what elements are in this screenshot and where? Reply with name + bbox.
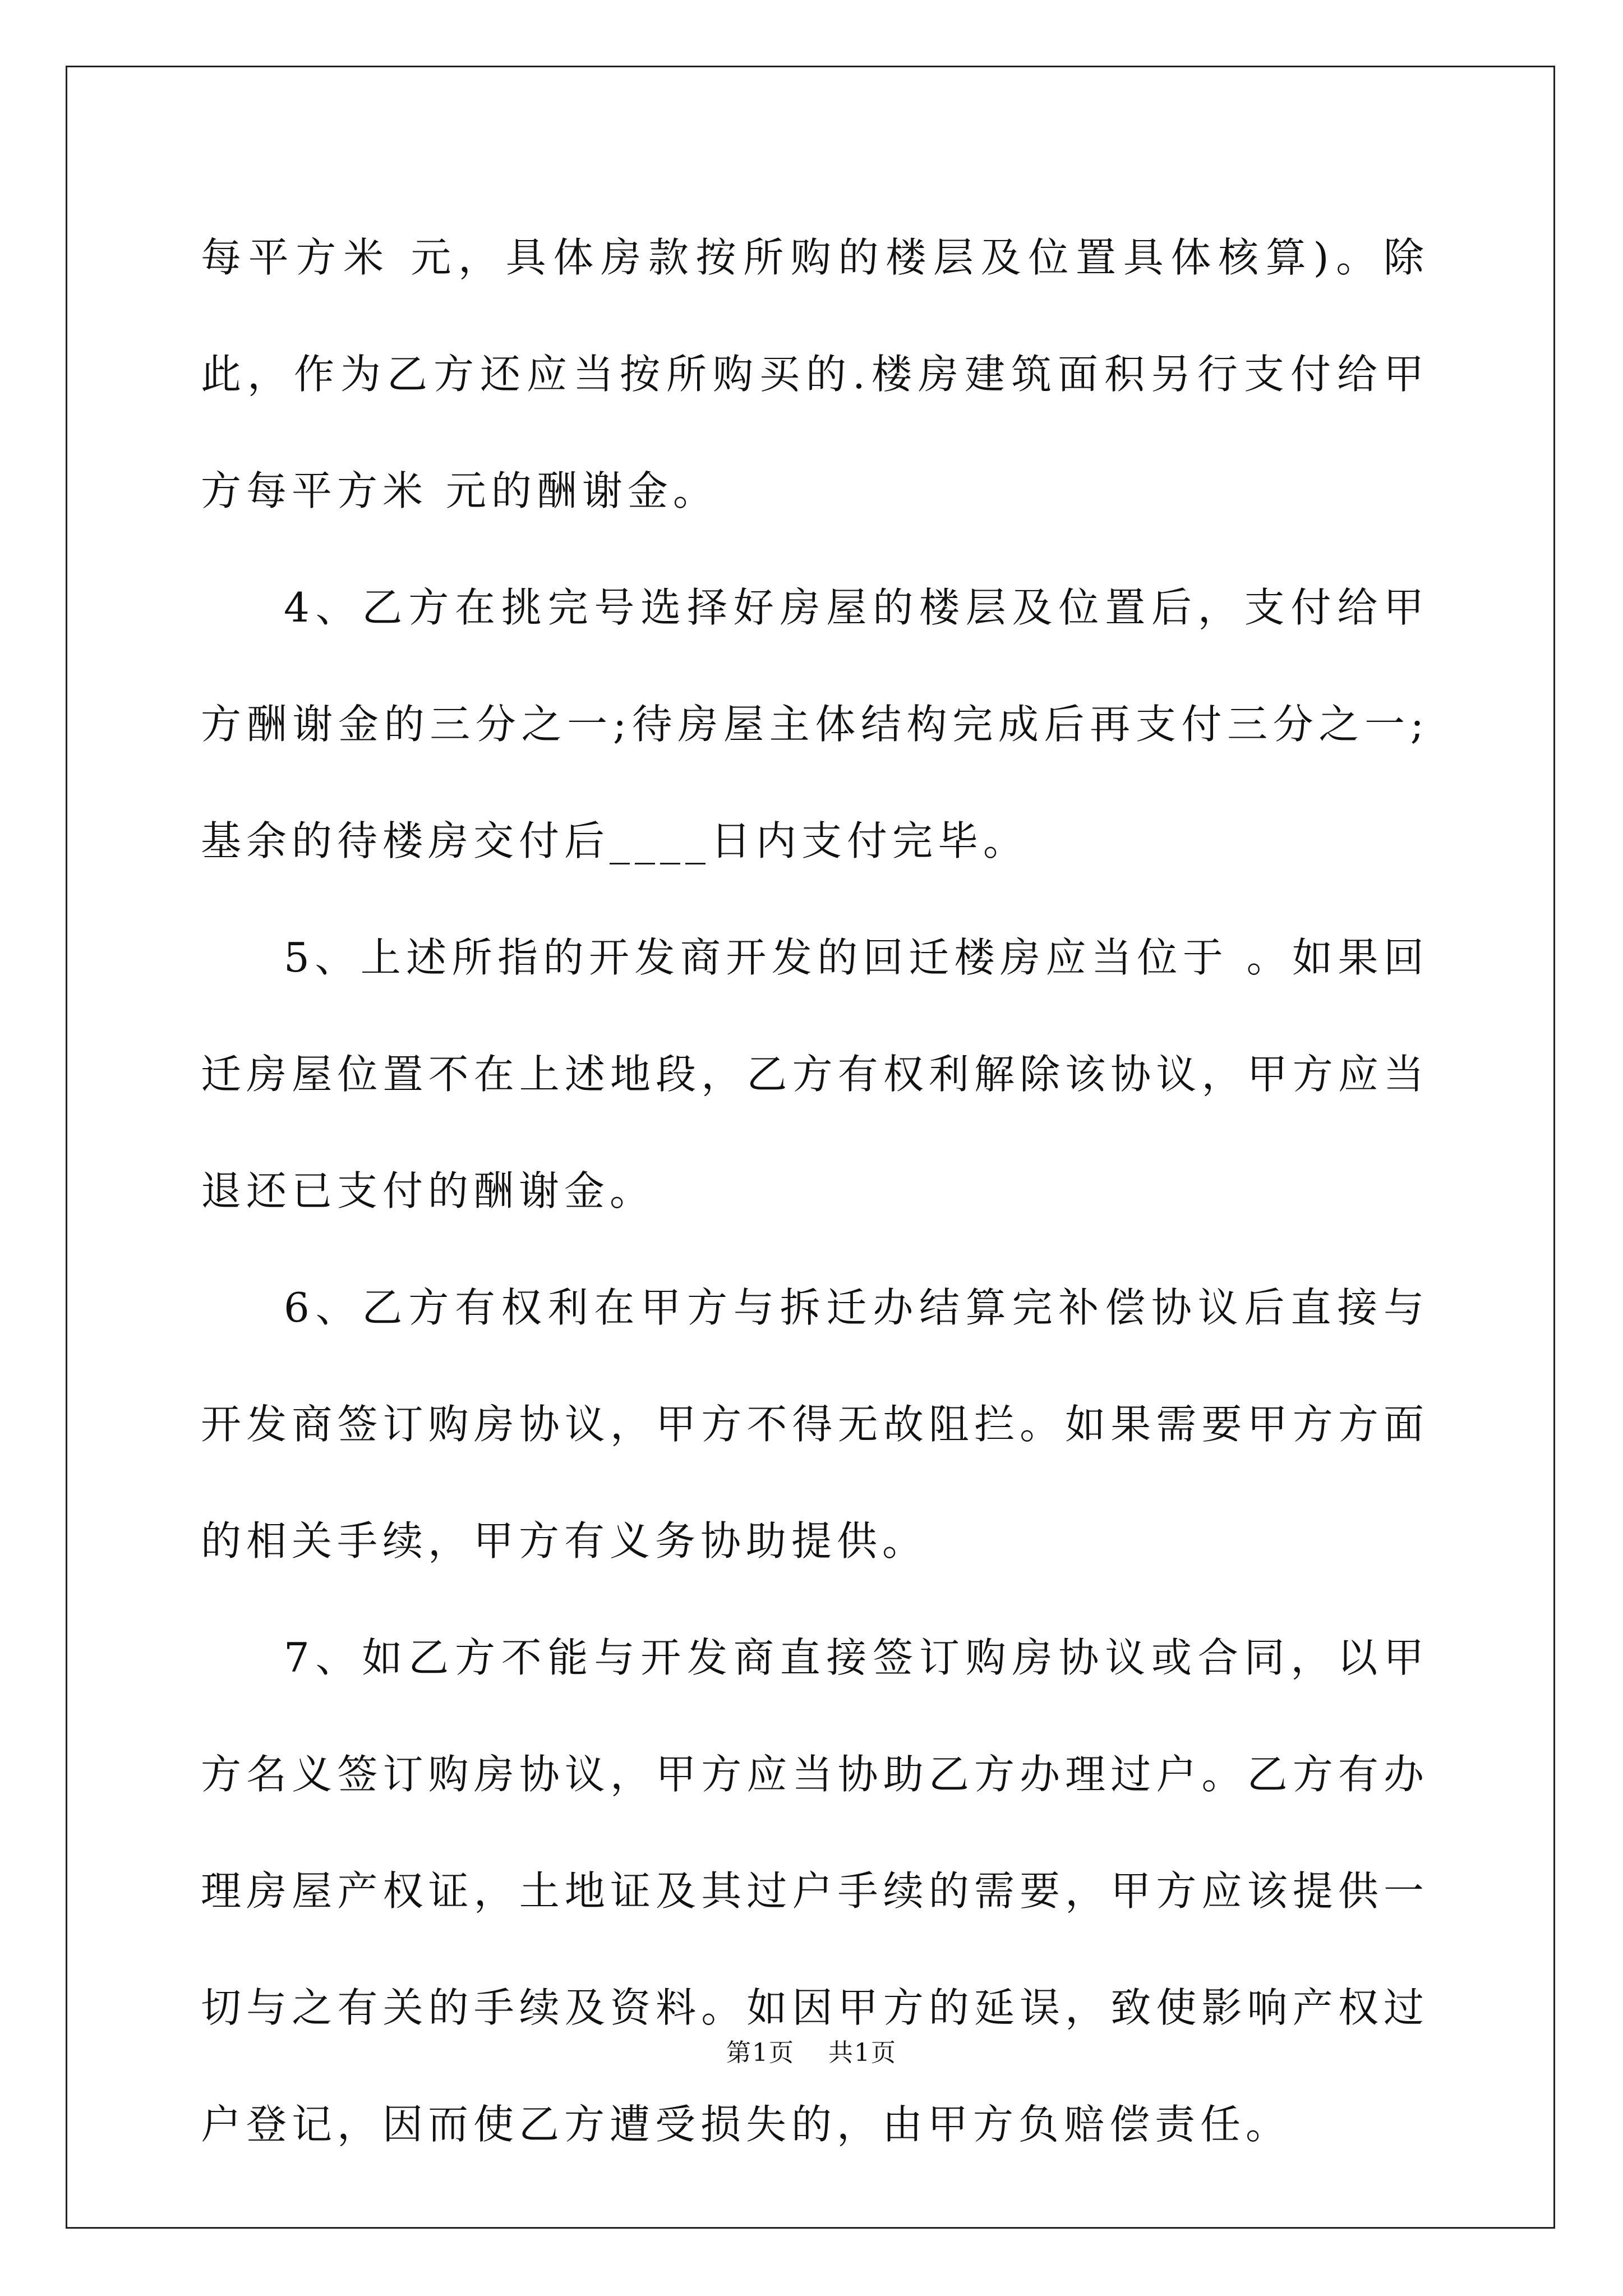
paragraph-3: 5、上述所指的开发商开发的回迁楼房应当位于 。如果回迁房屋位置不在上述地段，乙方有权利解除该协议，甲方应当退还已支付的酬谢金。	[201, 934, 1429, 1214]
page-footer	[0, 2036, 1623, 2070]
paragraph-2: 4、乙方在挑完号选择好房屋的楼层及位置后，支付给甲方酬谢金的三分之一;待房屋主体结构完成后再支付三分之一;基余的待楼房交付后____日内支付完毕。	[201, 584, 1429, 864]
page-number: 第1页	[726, 2039, 795, 2067]
paragraph-1: 每平方米 元，具体房款按所购的楼层及位置具体核算)。除此，作为乙方还应当按所购买的.楼房建筑面积另行支付给甲方每平方米 元的酬谢金。	[201, 234, 1429, 514]
page-total: 共1页	[828, 2039, 897, 2067]
paragraph-4: 6、乙方有权利在甲方与拆迁办结算完补偿协议后直接与开发商签订购房协议，甲方不得无故阻拦。如果需要甲方方面的相关手续，甲方有义务协助提供。	[201, 1284, 1429, 1565]
document-body	[201, 199, 1429, 2183]
paragraph-5: 7、如乙方不能与开发商直接签订购房协议或合同，以甲方名义签订购房协议，甲方应当协助乙方办理过户。乙方有办理房屋产权证，土地证及其过户手续的需要，甲方应该提供一切与之有关的手续及资料。如因甲方的延误，致使影响产权过户登记，因而使乙方遭受损失的，由甲方负赔偿责任。	[201, 1634, 1429, 2148]
